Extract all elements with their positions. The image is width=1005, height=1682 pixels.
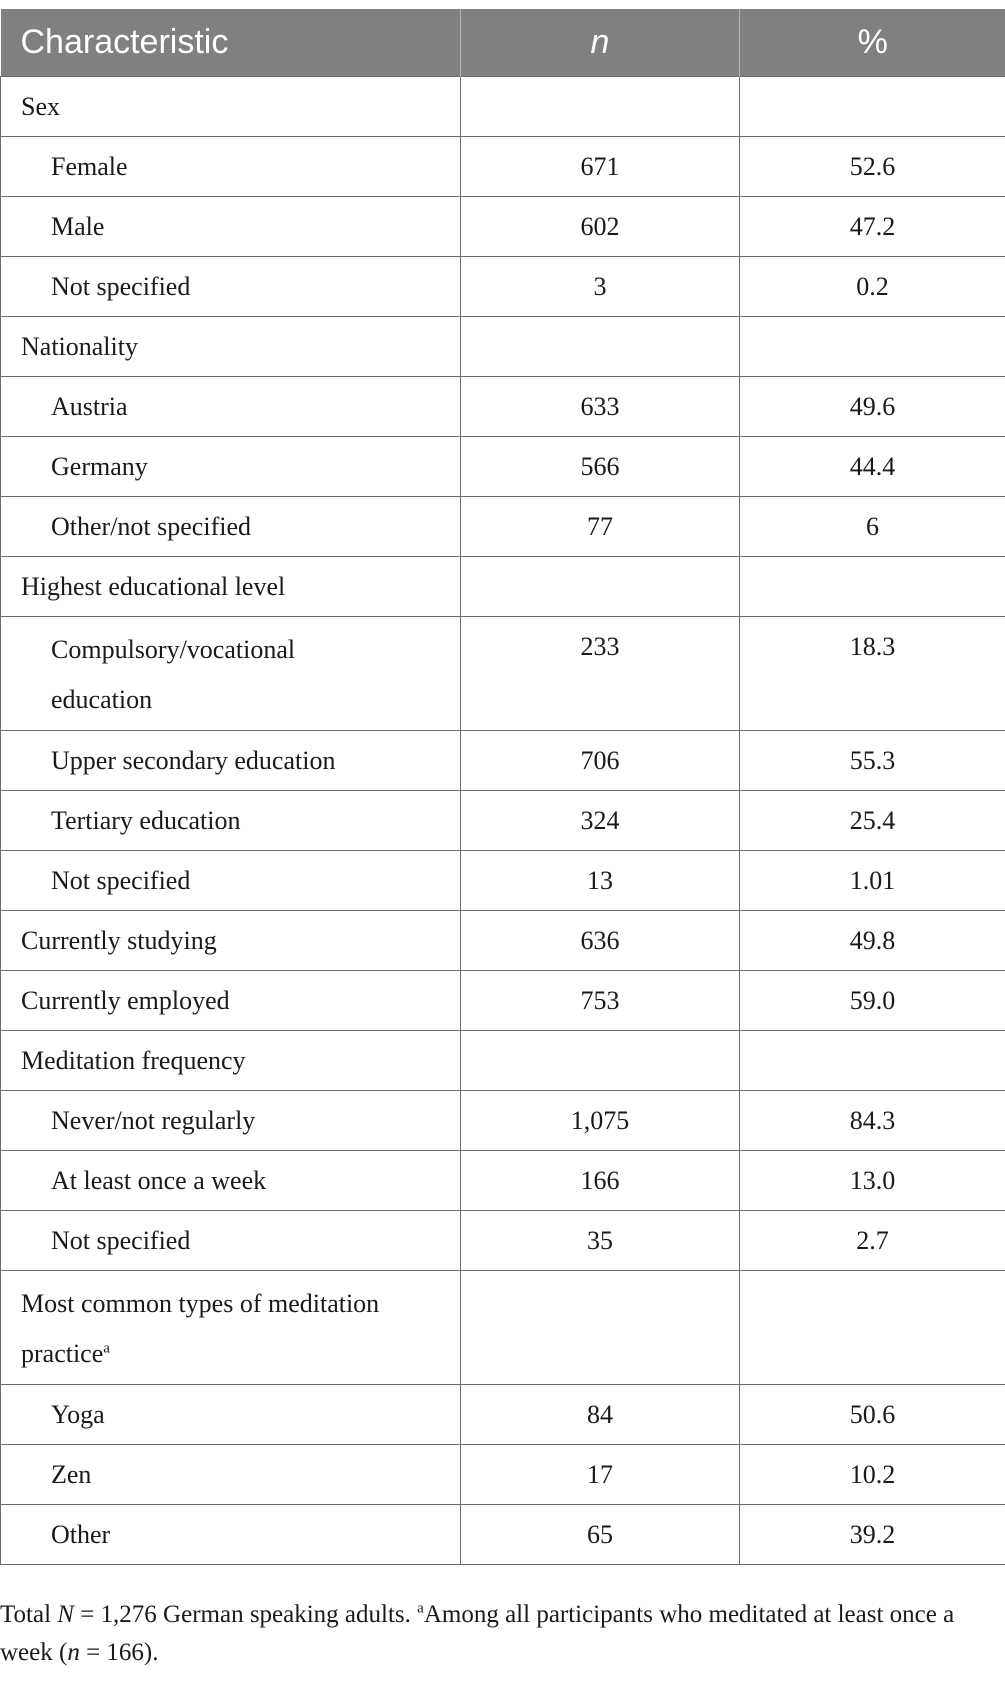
table-row-austria: [1, 377, 1005, 437]
header-row: [1, 9, 1005, 77]
row-label: Highest educational level: [1, 557, 461, 617]
table-row-never: [1, 1091, 1005, 1151]
row-label: Germany: [1, 437, 461, 497]
row-percent: 59.0: [740, 971, 1005, 1031]
row-label-line2: practice: [21, 1338, 104, 1368]
row-n: 17: [461, 1445, 740, 1505]
row-label: Not specified: [1, 851, 461, 911]
row-label-line2: education: [51, 684, 153, 714]
row-label: Yoga: [1, 1385, 461, 1445]
footnote-among-var: n: [67, 1639, 80, 1666]
table-row-tertiary: [1, 791, 1005, 851]
row-n: [461, 317, 740, 377]
row-n: [461, 557, 740, 617]
footnote-marker: a: [417, 1600, 424, 1617]
header-n: n: [461, 9, 740, 77]
row-n: 233: [461, 617, 740, 731]
header-percent: %: [740, 9, 1005, 77]
row-label: Currently studying: [1, 911, 461, 971]
table-row-sex: [1, 77, 1005, 137]
table-row-zen: [1, 1445, 1005, 1505]
row-percent: 10.2: [740, 1445, 1005, 1505]
footnote-total-var: N: [57, 1601, 74, 1628]
table-row-meditation-types: [1, 1271, 1005, 1385]
demographics-table: [0, 9, 1005, 1565]
row-label: Austria: [1, 377, 461, 437]
table-footnote: [0, 1596, 1005, 1672]
row-label-line1: Compulsory/vocational: [51, 634, 296, 664]
table-row-currently-employed: [1, 971, 1005, 1031]
row-n: [461, 1031, 740, 1091]
row-percent: 52.6: [740, 137, 1005, 197]
row-label: Not specified: [1, 1211, 461, 1271]
row-percent: 13.0: [740, 1151, 1005, 1211]
row-label: Nationality: [1, 317, 461, 377]
table-row-male: [1, 197, 1005, 257]
row-percent: 6: [740, 497, 1005, 557]
table-header: [1, 9, 1005, 77]
row-n: 3: [461, 257, 740, 317]
row-n: 1,075: [461, 1091, 740, 1151]
row-label: Upper secondary education: [1, 731, 461, 791]
row-n: 706: [461, 731, 740, 791]
table-row-currently-studying: [1, 911, 1005, 971]
row-label: [1, 617, 461, 731]
row-percent: 18.3: [740, 617, 1005, 731]
row-label: Never/not regularly: [1, 1091, 461, 1151]
table-row-yoga: [1, 1385, 1005, 1445]
footnote-among-value: = 166).: [79, 1639, 159, 1666]
table-row-nationality: [1, 317, 1005, 377]
row-n: 324: [461, 791, 740, 851]
row-label: Male: [1, 197, 461, 257]
row-label: Other/not specified: [1, 497, 461, 557]
row-percent: 39.2: [740, 1505, 1005, 1565]
table-row-germany: [1, 437, 1005, 497]
row-n: 671: [461, 137, 740, 197]
row-n: 35: [461, 1211, 740, 1271]
row-label: Not specified: [1, 257, 461, 317]
row-label-line1: Most common types of meditation: [21, 1288, 380, 1318]
row-n: 77: [461, 497, 740, 557]
row-label: [1, 1271, 461, 1385]
row-n: 166: [461, 1151, 740, 1211]
row-percent: [740, 557, 1005, 617]
table-row-weekly: [1, 1151, 1005, 1211]
row-label: Tertiary education: [1, 791, 461, 851]
row-n: 753: [461, 971, 740, 1031]
table-row-nationality-other: [1, 497, 1005, 557]
table-row-type-other: [1, 1505, 1005, 1565]
row-percent: [740, 1031, 1005, 1091]
table-row-education-not-specified: [1, 851, 1005, 911]
row-n: 65: [461, 1505, 740, 1565]
row-n: 636: [461, 911, 740, 971]
row-n: [461, 77, 740, 137]
row-n: 13: [461, 851, 740, 911]
row-percent: [740, 77, 1005, 137]
row-percent: 0.2: [740, 257, 1005, 317]
row-label: Meditation frequency: [1, 1031, 461, 1091]
row-n: 84: [461, 1385, 740, 1445]
row-percent: 49.6: [740, 377, 1005, 437]
table-body: [1, 77, 1005, 1565]
row-percent: 44.4: [740, 437, 1005, 497]
header-characteristic: Characteristic: [1, 9, 461, 77]
row-percent: 55.3: [740, 731, 1005, 791]
table-row-sex-not-specified: [1, 257, 1005, 317]
row-label: Other: [1, 1505, 461, 1565]
table-row-education: [1, 557, 1005, 617]
row-percent: 47.2: [740, 197, 1005, 257]
row-percent: 25.4: [740, 791, 1005, 851]
row-percent: [740, 1271, 1005, 1385]
footnote-total-prefix: Total: [0, 1601, 58, 1628]
row-n: 633: [461, 377, 740, 437]
table-row-upper-secondary: [1, 731, 1005, 791]
row-percent: 84.3: [740, 1091, 1005, 1151]
row-label: Sex: [1, 77, 461, 137]
row-n: 602: [461, 197, 740, 257]
row-percent: 50.6: [740, 1385, 1005, 1445]
row-n: 566: [461, 437, 740, 497]
footnote-total-text: = 1,276 German speaking adults.: [73, 1601, 418, 1628]
row-label: At least once a week: [1, 1151, 461, 1211]
table-row-meditation-frequency: [1, 1031, 1005, 1091]
row-label: Currently employed: [1, 971, 461, 1031]
row-percent: 1.01: [740, 851, 1005, 911]
table-row-frequency-not-specified: [1, 1211, 1005, 1271]
table-row-female: [1, 137, 1005, 197]
row-n: [461, 1271, 740, 1385]
row-percent: 2.7: [740, 1211, 1005, 1271]
row-label: Female: [1, 137, 461, 197]
table-row-compulsory-vocational: [1, 617, 1005, 731]
row-percent: [740, 317, 1005, 377]
footnote-among-text: Among all participants who meditated at least once a week (: [0, 1601, 955, 1666]
row-label: Zen: [1, 1445, 461, 1505]
footnote-marker: a: [103, 1339, 110, 1356]
row-percent: 49.8: [740, 911, 1005, 971]
